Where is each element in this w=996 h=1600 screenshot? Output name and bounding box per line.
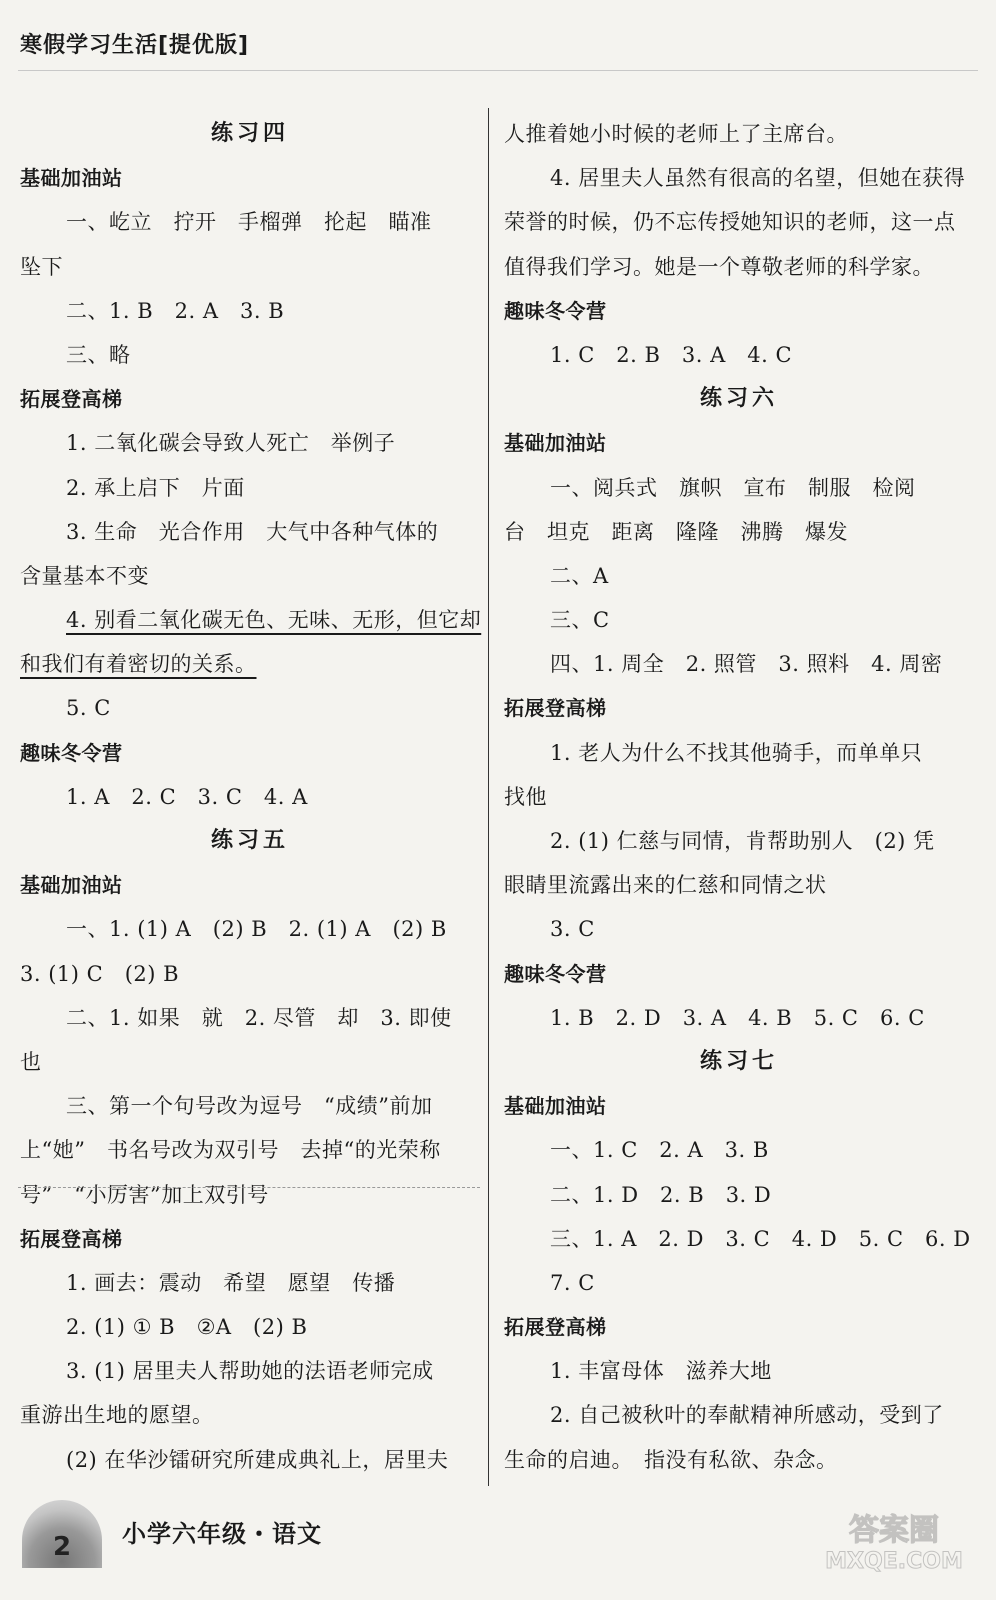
line-text: 练习五 [210, 828, 289, 853]
line-text: 1. 丰富母体 滋养大地 [550, 1359, 772, 1384]
line-text: 也 [20, 1049, 42, 1074]
answer-line [504, 1349, 974, 1393]
line-text: 2. (1) 仁慈与同情，肯帮助别人 (2) 凭 [550, 829, 935, 853]
answer-line [20, 1438, 480, 1482]
answer-line [504, 996, 974, 1040]
answer-line [20, 200, 480, 244]
line-text: 人推着她小时候的老师上了主席台。 [504, 122, 848, 146]
answer-line [504, 333, 974, 377]
section-label [20, 731, 480, 775]
answer-line [20, 642, 480, 686]
section-label [504, 686, 974, 730]
line-text: 一、1. (1) A (2) B 2. (1) A (2) B [66, 917, 447, 942]
answer-line [504, 598, 974, 642]
answer-line [504, 1128, 974, 1172]
watermark-line1: 答案圈 [849, 1513, 939, 1548]
watermark-line2: MXQE.COM [825, 1549, 963, 1574]
line-text: 三、第一个句号改为逗号 “成绩”前加 [66, 1094, 433, 1119]
answer-line [20, 996, 480, 1040]
line-text: 1. 画去：震动 希望 愿望 传播 [66, 1270, 396, 1295]
line-text: 荣誉的时候，仍不忘传授她知识的老师，这一点 [504, 210, 956, 235]
page-number: 2 [52, 1532, 72, 1562]
line-text: 基础加油站 [20, 873, 123, 898]
line-text: 基础加油站 [504, 431, 607, 456]
answer-line [20, 1084, 480, 1128]
line-text: 三、C [550, 608, 610, 633]
section-label [504, 421, 974, 465]
line-text: 拓展登高梯 [504, 1315, 607, 1340]
line-text: 3. (1) C (2) B [20, 961, 180, 986]
answer-line [20, 554, 480, 598]
line-text: 2. 自己被秋叶的奉献精神所感动，受到了 [550, 1403, 944, 1428]
section-label [20, 1217, 480, 1261]
line-text: 3. C [550, 917, 595, 942]
answer-line [504, 775, 974, 819]
page-footer [22, 1500, 482, 1568]
answer-line [504, 245, 974, 289]
line-text: 2. 承上启下 片面 [66, 475, 245, 500]
header-divider [18, 70, 978, 71]
line-text: 练习六 [699, 386, 778, 412]
column-divider [488, 108, 489, 1486]
line-text: 趣味冬令营 [20, 740, 123, 765]
answer-line [504, 466, 974, 510]
answer-line [20, 466, 480, 510]
exercise-heading [20, 112, 480, 156]
section-label [504, 1084, 974, 1128]
line-text: 二、1. B 2. A 3. B [66, 298, 285, 323]
line-text: 二、A [550, 563, 609, 588]
exercise-heading [20, 819, 480, 863]
section-label [504, 289, 974, 333]
line-text: 台 坦克 距离 隆隆 沸腾 爆发 [504, 519, 848, 544]
line-text: 找他 [504, 784, 547, 809]
line-text: 生命的启迪。 指没有私欲、杂念。 [504, 1447, 838, 1472]
line-text: 练习七 [699, 1048, 778, 1074]
answer-line [20, 686, 480, 730]
line-text: 三、1. A 2. D 3. C 4. D 5. C 6. D [550, 1226, 971, 1251]
line-text: 1. 二氧化碳会导致人死亡 举例子 [66, 431, 396, 456]
left-column [20, 112, 480, 1482]
line-text: 趣味冬令营 [504, 961, 607, 986]
answer-line [20, 907, 480, 951]
line-text: 基础加油站 [504, 1094, 607, 1119]
answer-line [20, 775, 480, 819]
line-text: (2) 在华沙镭研究所建成典礼上，居里夫 [66, 1447, 449, 1472]
line-text: 四、1. 周全 2. 照管 3. 照料 4. 周密 [550, 652, 943, 677]
line-text: 1. 老人为什么不找其他骑手，而单单只 [550, 740, 923, 765]
answer-line [20, 1393, 480, 1437]
answer-line [20, 952, 480, 996]
answer-line [504, 907, 974, 951]
answer-line [504, 554, 974, 598]
line-text: 1. B 2. D 3. A 4. B 5. C 6. C [550, 1005, 925, 1030]
line-text: 号” “小厉害”加上双引号 [20, 1182, 269, 1207]
line-text: 1. C 2. B 3. A 4. C [550, 342, 793, 367]
line-text: 7. C [550, 1270, 595, 1295]
answer-line [504, 1393, 974, 1437]
line-text: 拓展登高梯 [20, 387, 123, 412]
answer-line [504, 642, 974, 686]
line-text: 上“她” 书名号改为双引号 去掉“的光荣称 [20, 1138, 441, 1163]
watermark-logo [814, 1506, 974, 1576]
line-text: 4. 居里夫人虽然有很高的名望，但她在获得 [550, 166, 966, 191]
answer-line [20, 421, 480, 465]
line-text: 一、屹立 拧开 手榴弹 抡起 瞄准 [66, 210, 432, 235]
line-text: 坠下 [20, 254, 63, 279]
line-text: 1. A 2. C 3. C 4. A [66, 784, 308, 809]
answer-line [20, 1261, 480, 1305]
line-text: 2. (1) ① B ②A (2) B [66, 1315, 308, 1340]
line-text: 趣味冬令营 [504, 298, 607, 323]
answer-line [504, 1217, 974, 1261]
line-text: 重游出生地的愿望。 [20, 1403, 214, 1428]
answer-line [20, 1173, 480, 1217]
line-text: 一、阅兵式 旗帜 宣布 制服 检阅 [550, 475, 916, 500]
line-text: 拓展登高梯 [20, 1226, 123, 1251]
answer-line [20, 245, 480, 289]
answer-line [504, 1438, 974, 1482]
answer-line [20, 1128, 480, 1172]
line-text: 一、1. C 2. A 3. B [550, 1138, 769, 1163]
line-text: 三、略 [66, 342, 131, 367]
line-text: 值得我们学习。她是一个尊敬老师的科学家。 [504, 254, 934, 279]
answer-line [504, 1173, 974, 1217]
line-text: 二、1. 如果 就 2. 尽管 却 3. 即使 [66, 1005, 452, 1030]
line-text: 基础加油站 [20, 166, 123, 191]
line-text: 眼睛里流露出来的仁慈和同情之状 [504, 873, 827, 898]
line-text: 4. 别看二氧化碳无色、无味、无形，但它却 [66, 608, 482, 633]
exercise-heading [504, 377, 974, 421]
line-text: 5. C [66, 696, 111, 721]
page-number-badge [22, 1500, 102, 1568]
footer-title: 小学六年级・语文 [122, 1520, 322, 1548]
line-text: 3. (1) 居里夫人帮助她的法语老师完成 [66, 1359, 434, 1384]
exercise-heading [504, 1040, 974, 1084]
answer-line [504, 863, 974, 907]
answer-line [504, 1261, 974, 1305]
book-title: 寒假学习生活[提优版] [20, 33, 250, 58]
answer-line [504, 731, 974, 775]
answer-line [504, 112, 974, 156]
answer-line [504, 819, 974, 863]
answer-line [504, 156, 974, 200]
line-text: 练习四 [210, 121, 289, 146]
line-text: 和我们有着密切的关系。 [20, 652, 257, 677]
line-text: 3. 生命 光合作用 大气中各种气体的 [66, 519, 439, 544]
answer-line [504, 200, 974, 244]
answer-line [20, 510, 480, 554]
line-text: 拓展登高梯 [504, 696, 607, 721]
answer-line [20, 1305, 480, 1349]
answer-line [504, 510, 974, 554]
section-label [504, 1305, 974, 1349]
line-text: 二、1. D 2. B 3. D [550, 1182, 772, 1207]
line-text: 含量基本不变 [20, 563, 149, 588]
answer-line [20, 1040, 480, 1084]
dashed-divider [18, 1187, 480, 1188]
answer-line [20, 289, 480, 333]
answer-line [20, 598, 480, 642]
section-label [20, 377, 480, 421]
answer-line [20, 333, 480, 377]
section-label [20, 863, 480, 907]
answer-line [20, 1349, 480, 1393]
right-column [504, 112, 974, 1482]
section-label [504, 952, 974, 996]
section-label [20, 156, 480, 200]
